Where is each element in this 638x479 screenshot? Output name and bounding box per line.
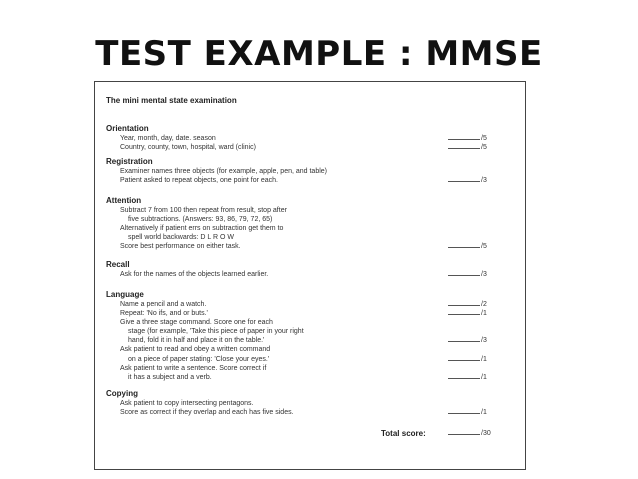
test-item xyxy=(106,167,516,185)
score-blank xyxy=(448,353,480,361)
section-title: Orientation xyxy=(106,124,149,133)
item-text: five subtractions. (Answers: 93, 86, 79, 72, 65) xyxy=(128,216,273,224)
mmse-document xyxy=(94,81,526,470)
test-item xyxy=(106,270,516,279)
score-blank xyxy=(448,240,480,248)
score-field: /1 xyxy=(448,307,487,318)
item-text: Year, month, day, date. season xyxy=(120,135,216,142)
total-score-field: /30 xyxy=(448,427,491,438)
score-field: /3 xyxy=(448,334,487,345)
item-text: Alternatively if patient errs on subtraction get them to xyxy=(120,225,284,233)
score-field: /1 xyxy=(448,406,487,417)
test-item xyxy=(106,143,516,152)
test-item xyxy=(106,309,516,318)
item-text: Country, county, town, hospital, ward (clinic) xyxy=(120,144,256,152)
section-registration xyxy=(106,157,516,185)
document-heading: The mini mental state examination xyxy=(106,96,237,105)
item-text: Patient asked to repeat objects, one point for each. xyxy=(120,177,278,185)
score-blank xyxy=(448,268,480,276)
score-field: /5 xyxy=(448,132,487,143)
score-blank xyxy=(448,334,480,342)
item-text: Subtract 7 from 100 then repeat from result, stop after xyxy=(120,207,287,214)
score-field: /2 xyxy=(448,298,487,309)
item-text: stage (for example, 'Take this piece of paper in your right xyxy=(128,328,304,336)
item-text: Ask patient to read and obey a written command xyxy=(120,346,271,354)
section-title: Registration xyxy=(106,157,153,166)
item-text: Ask for the names of the objects learned earlier. xyxy=(120,271,269,278)
item-text: hand, fold it in half and place it on the table.' xyxy=(128,337,265,345)
item-text: Examiner names three objects (for example, apple, pen, and table) xyxy=(120,168,328,175)
score-blank xyxy=(448,427,480,435)
item-text: Give a three stage command. Score one for each xyxy=(120,319,273,327)
item-text: Repeat: 'No ifs, and or buts.' xyxy=(120,310,208,318)
section-title: Language xyxy=(106,290,144,299)
score-field: /5 xyxy=(448,141,487,152)
item-text: Score as correct if they overlap and each has five sides. xyxy=(120,409,294,417)
total-score-label: Total score: xyxy=(381,429,426,438)
section-copying xyxy=(106,389,516,417)
score-blank xyxy=(448,298,480,306)
item-text: Score best performance on either task. xyxy=(120,243,241,251)
score-blank xyxy=(448,406,480,414)
test-item xyxy=(106,345,516,363)
test-item xyxy=(106,399,516,417)
item-text: spell world backwards: D L R O W xyxy=(128,234,234,242)
section-language xyxy=(106,290,516,382)
slide-title: TEST EXAMPLE : MMSE xyxy=(95,34,543,74)
score-field: /1 xyxy=(448,353,487,364)
test-item xyxy=(106,318,516,345)
item-text: Name a pencil and a watch. xyxy=(120,301,207,308)
section-attention xyxy=(106,196,516,251)
score-field: /3 xyxy=(448,268,487,279)
section-title: Recall xyxy=(106,260,130,269)
score-field: /5 xyxy=(448,240,487,251)
test-item xyxy=(106,206,516,251)
section-title: Copying xyxy=(106,389,138,398)
item-text: it has a subject and a verb. xyxy=(128,373,212,381)
score-blank xyxy=(448,371,480,379)
score-blank xyxy=(448,307,480,315)
score-field: /1 xyxy=(448,371,487,382)
item-text: Ask patient to copy intersecting pentagons. xyxy=(120,400,254,407)
score-field: /3 xyxy=(448,174,487,185)
score-blank xyxy=(448,141,480,149)
item-text: on a piece of paper stating: 'Close your eyes.' xyxy=(128,355,270,363)
item-text: Ask patient to write a sentence. Score correct if xyxy=(120,364,267,372)
total-score-row xyxy=(106,427,516,439)
score-blank xyxy=(448,132,480,140)
section-title: Attention xyxy=(106,196,142,205)
score-blank xyxy=(448,174,480,182)
test-item xyxy=(106,364,516,382)
section-orientation xyxy=(106,124,516,152)
section-recall xyxy=(106,260,516,279)
